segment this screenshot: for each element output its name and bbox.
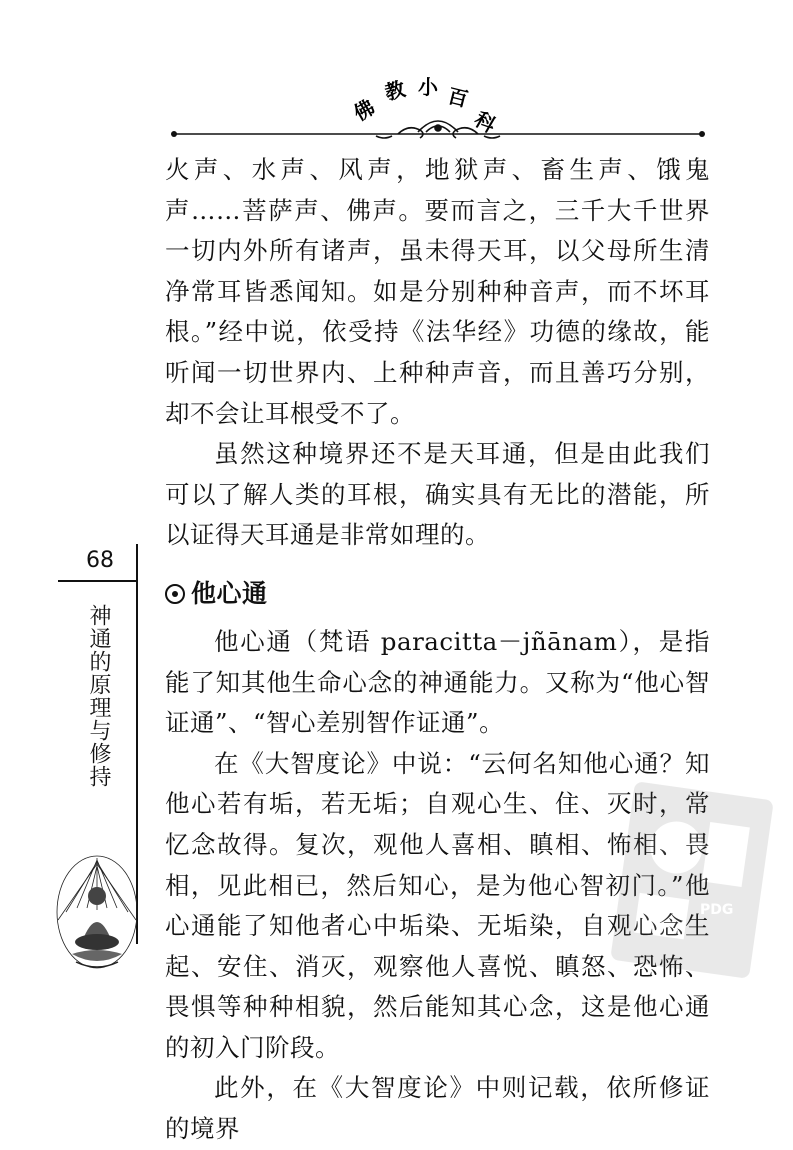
paragraph: 在《大智度论》中说：“云何名知他心通？知他心若有垢，若无垢；自观心生、住、灭时，常忆念故得。复次，观他人喜相、瞋相、怖相、畏相，见此相已，然后知心，是为他心智初门。”他心通能了知他者心中垢染、无垢染，自观心念生起、安住、消灭，观察他人喜悦、瞋怒、恐怖、畏惧等种种相貌，然后能知其心念，这是他心通的初入门阶段。: [165, 748, 710, 1062]
paragraph: 火声、水声、风声，地狱声、畜生声、饿鬼声……菩萨声、佛声。要而言之，三千大千世界一切内外所有诸声，虽未得天耳，以父母所生清净常耳皆悉闻知。如是分别种种音声，而不坏耳根。”经中说，依受持《法华经》功德的缘故，能听闻一切世界内、上种种声音，而且善巧分别，却不会让耳根受不了。: [165, 155, 710, 428]
circle-dot-icon: [165, 584, 185, 604]
watermark-label: PDG: [700, 902, 734, 918]
lotus-ornament-icon: [376, 121, 500, 138]
paragraph: 他心通（梵语 paracitta－jñānam），是指能了知其他生命心念的神通能力。又称为“他心智证通”、“智心差别智作证通”。: [165, 626, 710, 738]
margin-divider: [58, 580, 138, 582]
buddha-figure-icon: [52, 850, 142, 980]
main-text: [165, 150, 710, 1150]
paragraph: 虽然这种境界还不是天耳通，但是由此我们可以了解人类的耳根，确实具有无比的潜能，所以证得天耳通是非常如理的。: [165, 439, 710, 550]
section-heading-text: 他心通: [191, 578, 268, 608]
header-ornament-rule: [168, 118, 708, 148]
page-number: 68: [86, 548, 114, 573]
series-title-char: 百: [445, 83, 471, 112]
chapter-title: 神通的原理与修持: [86, 604, 111, 788]
series-title-char: 佛: [349, 94, 379, 126]
paragraph: 此外，在《大智度论》中则记载，依所修证的境界: [165, 1073, 710, 1144]
section-heading: [165, 572, 710, 616]
series-title-char: 科: [470, 106, 500, 138]
seal-watermark-icon: [599, 770, 785, 990]
series-title-char: 小: [418, 75, 438, 99]
series-title-char: 教: [382, 76, 408, 105]
